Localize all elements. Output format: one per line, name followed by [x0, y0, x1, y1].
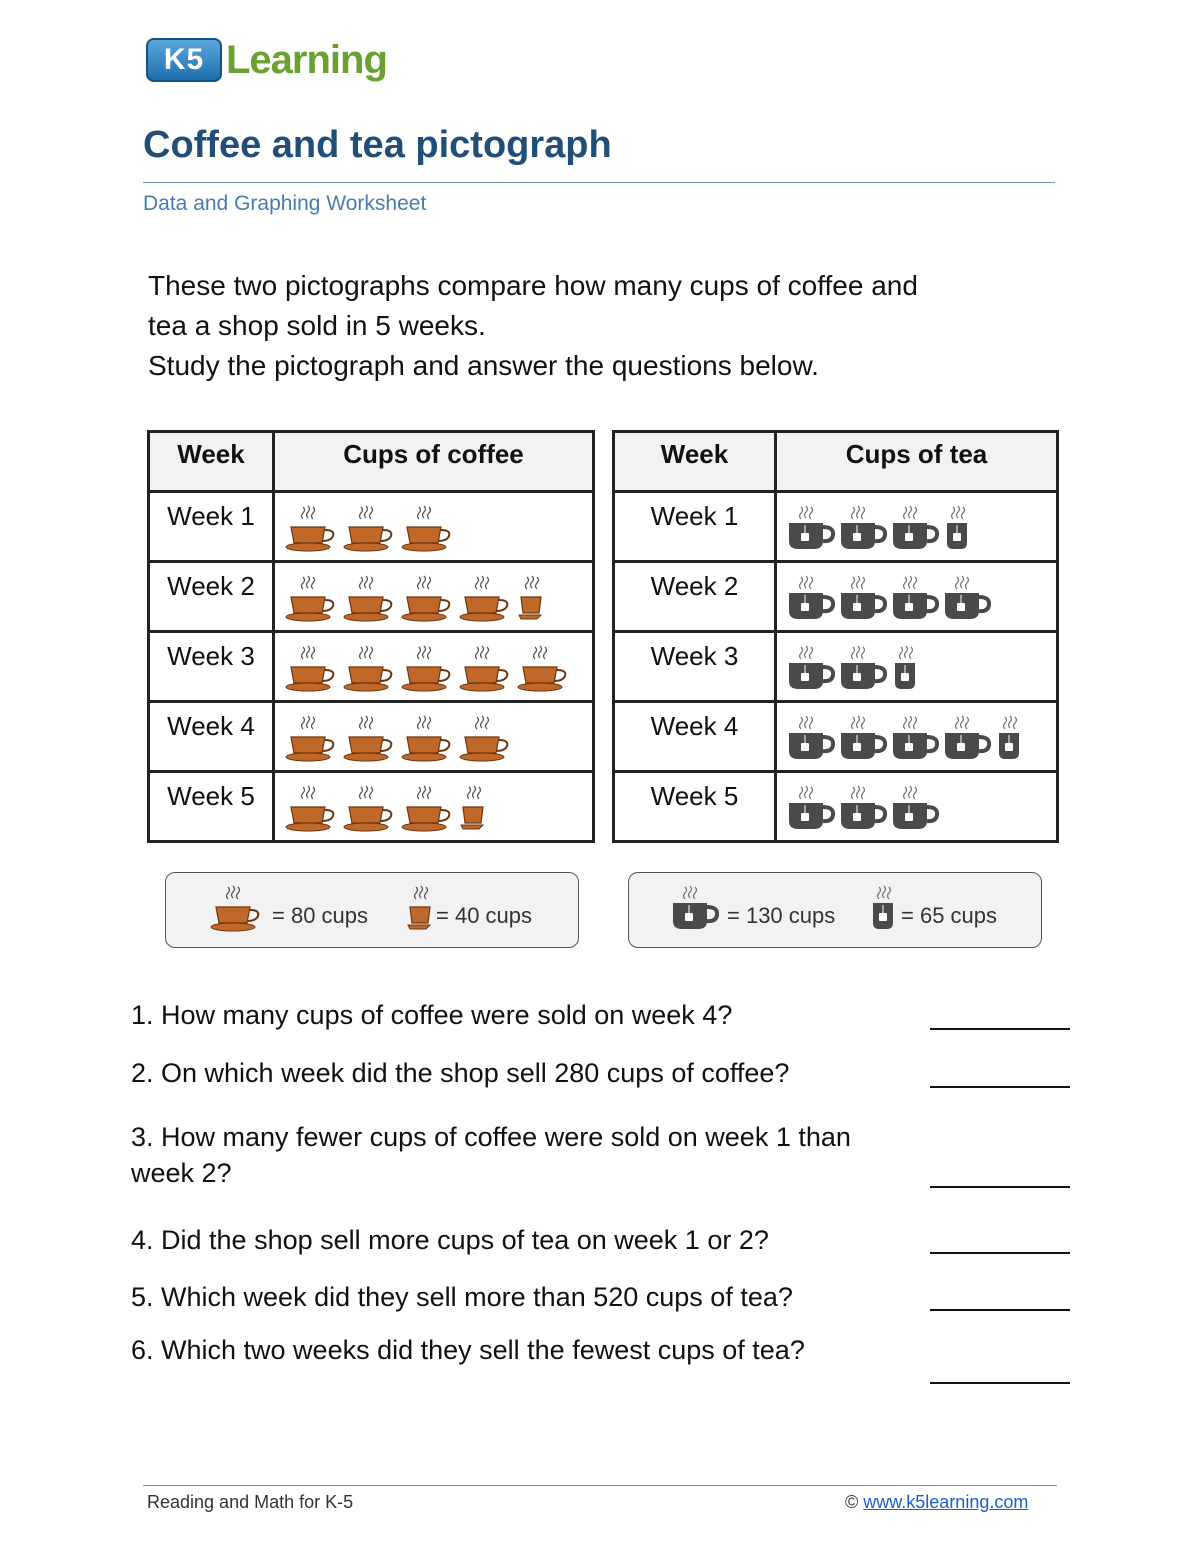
tea-row	[614, 562, 1058, 632]
half-coffee-cup-icon	[406, 883, 434, 939]
tea-icons	[776, 632, 1058, 702]
tea-cup-icon	[839, 783, 889, 838]
tea-cup-icon	[891, 503, 941, 558]
footer-divider	[143, 1485, 1057, 1486]
tea-cup-icon	[787, 713, 837, 768]
answer-blank-2[interactable]	[930, 1086, 1070, 1088]
answer-blank-6[interactable]	[930, 1382, 1070, 1384]
coffee-cup-icon	[285, 573, 341, 628]
coffee-row	[149, 632, 594, 702]
tea-pictograph	[612, 430, 1059, 843]
week-label: Week 3	[614, 632, 776, 702]
tea-key-full-label: = 130 cups	[727, 903, 836, 928]
coffee-cup-icon	[285, 713, 341, 768]
coffee-cup-icon	[343, 503, 399, 558]
title-divider	[143, 182, 1055, 183]
coffee-cup-icon	[285, 783, 341, 838]
half-tea-cup-icon	[995, 713, 1023, 768]
coffee-cup-icon	[401, 503, 457, 558]
coffee-key	[165, 872, 579, 948]
coffee-cup-icon	[343, 573, 399, 628]
question-3: 3. How many fewer cups of coffee were sold on week 1 than week 2?	[131, 1122, 851, 1188]
coffee-cup-icon	[459, 573, 515, 628]
half-tea-cup-icon	[943, 503, 971, 558]
logo-badge: K5	[146, 38, 222, 82]
answer-blank-5[interactable]	[930, 1309, 1070, 1311]
coffee-icons	[274, 772, 594, 842]
coffee-cup-icon	[459, 713, 515, 768]
coffee-cup-icon	[343, 783, 399, 838]
half-tea-cup-icon	[891, 643, 919, 698]
instructions-line: These two pictographs compare how many cups of coffee and	[148, 270, 918, 301]
page-subtitle: Data and Graphing Worksheet	[143, 192, 427, 215]
question-2: 2. On which week did the shop sell 280 cups of coffee?	[131, 1058, 790, 1088]
k5learning-link[interactable]: www.k5learning.com	[863, 1492, 1029, 1512]
instructions	[148, 266, 1048, 386]
tea-key	[628, 872, 1042, 948]
answer-blank-1[interactable]	[930, 1028, 1070, 1030]
coffee-icons	[274, 562, 594, 632]
question-4: 4. Did the shop sell more cups of tea on week 1 or 2?	[131, 1225, 769, 1255]
answer-blank-3[interactable]	[930, 1186, 1070, 1188]
instructions-line: Study the pictograph and answer the questions below.	[148, 350, 819, 381]
tea-cup-icon	[943, 573, 993, 628]
coffee-icons	[274, 492, 594, 562]
coffee-row	[149, 772, 594, 842]
tea-row	[614, 772, 1058, 842]
footer-tagline: Reading and Math for K-5	[147, 1492, 354, 1512]
half-coffee-cup-icon	[517, 573, 545, 628]
tea-row	[614, 492, 1058, 562]
tea-cup-icon	[891, 783, 941, 838]
tea-icons	[776, 562, 1058, 632]
coffee-pictograph	[147, 430, 595, 843]
coffee-row	[149, 492, 594, 562]
tea-cup-icon	[891, 713, 941, 768]
coffee-row	[149, 702, 594, 772]
copyright-symbol: ©	[845, 1492, 859, 1512]
tea-cup-icon	[787, 503, 837, 558]
coffee-cup-icon	[285, 643, 341, 698]
tea-cup-icon	[787, 573, 837, 628]
tea-cup-icon	[787, 643, 837, 698]
week-label: Week 4	[149, 702, 274, 772]
half-tea-cup-icon	[869, 883, 897, 939]
week-label: Week 4	[614, 702, 776, 772]
week-label: Week 5	[149, 772, 274, 842]
tea-cup-icon	[787, 783, 837, 838]
tea-header-week: Week	[614, 432, 776, 492]
question-6: 6. Which two weeks did they sell the fewest cups of tea?	[131, 1335, 805, 1365]
coffee-icons	[274, 702, 594, 772]
coffee-icons	[274, 632, 594, 702]
week-label: Week 5	[614, 772, 776, 842]
question-5: 5. Which week did they sell more than 520 cups of tea?	[131, 1282, 793, 1312]
instructions-line: tea a shop sold in 5 weeks.	[148, 310, 486, 341]
coffee-cup-icon	[401, 573, 457, 628]
page-title: Coffee and tea pictograph	[143, 124, 612, 166]
coffee-key-full-label: = 80 cups	[272, 903, 369, 928]
tea-cup-icon	[671, 883, 721, 939]
week-label: Week 3	[149, 632, 274, 702]
tea-cup-icon	[839, 503, 889, 558]
tea-header-cups: Cups of tea	[776, 432, 1058, 492]
week-label: Week 1	[149, 492, 274, 562]
coffee-header-week: Week	[149, 432, 274, 492]
tea-cup-icon	[839, 643, 889, 698]
tea-row	[614, 632, 1058, 702]
tea-cup-icon	[839, 713, 889, 768]
coffee-header-cups: Cups of coffee	[274, 432, 594, 492]
tea-icons	[776, 772, 1058, 842]
tea-icons	[776, 702, 1058, 772]
coffee-cup-icon	[210, 883, 266, 939]
week-label: Week 1	[614, 492, 776, 562]
coffee-key-half-label: = 40 cups	[436, 903, 533, 928]
tea-cup-icon	[839, 573, 889, 628]
week-label: Week 2	[614, 562, 776, 632]
half-coffee-cup-icon	[459, 783, 487, 838]
coffee-cup-icon	[459, 643, 515, 698]
tea-icons	[776, 492, 1058, 562]
coffee-cup-icon	[343, 713, 399, 768]
k5-learning-logo	[146, 26, 406, 90]
tea-cup-icon	[891, 573, 941, 628]
tea-key-half-label: = 65 cups	[901, 903, 998, 928]
week-label: Week 2	[149, 562, 274, 632]
coffee-cup-icon	[401, 713, 457, 768]
coffee-row	[149, 562, 594, 632]
tea-row	[614, 702, 1058, 772]
coffee-cup-icon	[517, 643, 573, 698]
logo-wordmark: Learning	[226, 38, 387, 82]
answer-blank-4[interactable]	[930, 1252, 1070, 1254]
coffee-cup-icon	[343, 643, 399, 698]
coffee-cup-icon	[285, 503, 341, 558]
footer-copyright	[845, 1492, 1028, 1513]
tea-cup-icon	[943, 713, 993, 768]
coffee-cup-icon	[401, 783, 457, 838]
coffee-cup-icon	[401, 643, 457, 698]
question-1: 1. How many cups of coffee were sold on week 4?	[131, 1000, 733, 1030]
